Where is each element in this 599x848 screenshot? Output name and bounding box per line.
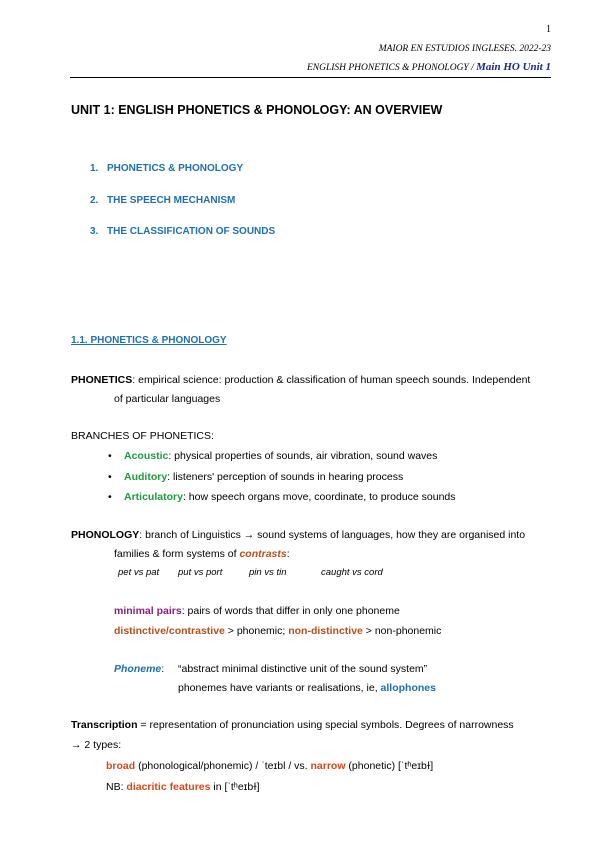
phoneme-definition: “abstract minimal distinctive unit of the sound system” (178, 663, 428, 675)
example-pair: pet vs pat (118, 567, 160, 578)
toc-item[interactable] (90, 163, 243, 174)
example-pair: put vs port (178, 567, 223, 578)
phonetics-text: : empirical science: production & classification of human speech sounds. Independent (132, 374, 531, 386)
branch-term: Acoustic (124, 450, 169, 462)
minimal-pairs-text: : pairs of words that differ in only one phoneme (181, 605, 400, 617)
section-heading[interactable]: 1.1. PHONETICS & PHONOLOGY (71, 335, 227, 346)
narrow-term: narrow (310, 760, 346, 772)
phoneme-term: Phoneme (114, 663, 162, 675)
narrow-text: (phonetic) [ˈtʰeɪbɫ] (345, 760, 434, 772)
phonology-term: PHONOLOGY (71, 529, 140, 541)
list-item (108, 450, 437, 462)
nondistinctive-term: non-distinctive (288, 625, 363, 637)
example-pair: caught vs cord (321, 567, 383, 578)
toc-label: PHONETICS & PHONOLOGY (107, 163, 244, 174)
branch-text: : listeners' perception of sounds in hearing process (167, 471, 404, 483)
allophones-line (178, 682, 436, 694)
phonology-definition (71, 529, 525, 541)
bullet-dot: • (108, 471, 112, 483)
broad-term: broad (106, 760, 136, 772)
transcription-term: Transcription (71, 719, 138, 731)
bullet-dot: • (108, 450, 112, 462)
phonology-text: : branch of Linguistics → sound systems of languages, how they are organised into (139, 529, 526, 541)
toc-item[interactable] (90, 195, 235, 206)
toc-label: THE SPEECH MECHANISM (107, 195, 236, 206)
phoneme-term-line (114, 663, 164, 675)
toc-number: 3. (90, 226, 99, 237)
nb-text: in [ˈtʰeɪbɫ] (210, 781, 260, 793)
branch-text: : physical properties of sounds, air vibration, sound waves (168, 450, 438, 462)
nb-line (106, 781, 260, 793)
phonology-definition-cont (114, 548, 290, 560)
diacritic-term: diacritic features (126, 781, 211, 793)
bullet-dot: • (108, 491, 112, 503)
list-item (108, 471, 403, 483)
nb-label: NB: (106, 781, 127, 793)
distinctive-text: > phonemic; (224, 625, 289, 637)
header-course: ENGLISH PHONETICS & PHONOLOGY / (306, 63, 477, 73)
header-line-1: MAIOR EN ESTUDIOS INGLESES. 2022-23 (378, 44, 551, 54)
header-rule (70, 77, 551, 78)
branch-term: Articulatory (124, 491, 183, 503)
broad-narrow-line (106, 760, 433, 772)
phonetics-definition-cont: of particular languages (114, 393, 221, 405)
transcription-types: → 2 types: (71, 739, 122, 751)
list-item (108, 491, 456, 503)
header-unit: Main HO Unit 1 (476, 61, 551, 73)
contrasts-term: contrasts (239, 548, 287, 560)
phonetics-term: PHONETICS (71, 374, 133, 386)
allophones-term: allophones (380, 682, 436, 694)
phonology-text: families & form systems of (114, 548, 240, 560)
page-number: 1 (546, 24, 551, 35)
distinctive-line (114, 625, 441, 637)
branch-term: Auditory (124, 471, 168, 483)
page-title: UNIT 1: ENGLISH PHONETICS & PHONOLOGY: AN OVERVIEW (71, 103, 443, 117)
toc-label: THE CLASSIFICATION OF SOUNDS (107, 226, 276, 237)
header-line-2 (307, 61, 551, 73)
allophones-text: phonemes have variants or realisations, ie, (178, 682, 381, 694)
branches-heading: BRANCHES OF PHONETICS: (71, 430, 214, 442)
minimal-pairs-term: minimal pairs (114, 605, 182, 617)
minimal-pairs-line (114, 605, 400, 617)
transcription-text: = representation of pronunciation using special symbols. Degrees of narrowness (137, 719, 514, 731)
distinctive-term: distinctive/contrastive (114, 625, 225, 637)
broad-text: (phonological/phonemic) / ˈteɪbl / vs. (135, 760, 311, 772)
example-pair: pin vs tin (249, 567, 287, 578)
phoneme-colon: : (161, 663, 165, 675)
toc-number: 1. (90, 163, 99, 174)
phonetics-definition (71, 374, 530, 386)
toc-item[interactable] (90, 226, 275, 237)
phonology-text: : (286, 548, 290, 560)
branch-text: : how speech organs move, coordinate, to produce sounds (182, 491, 456, 503)
toc-number: 2. (90, 195, 99, 206)
transcription-definition (71, 719, 514, 731)
nondistinctive-text: > non-phonemic (362, 625, 442, 637)
